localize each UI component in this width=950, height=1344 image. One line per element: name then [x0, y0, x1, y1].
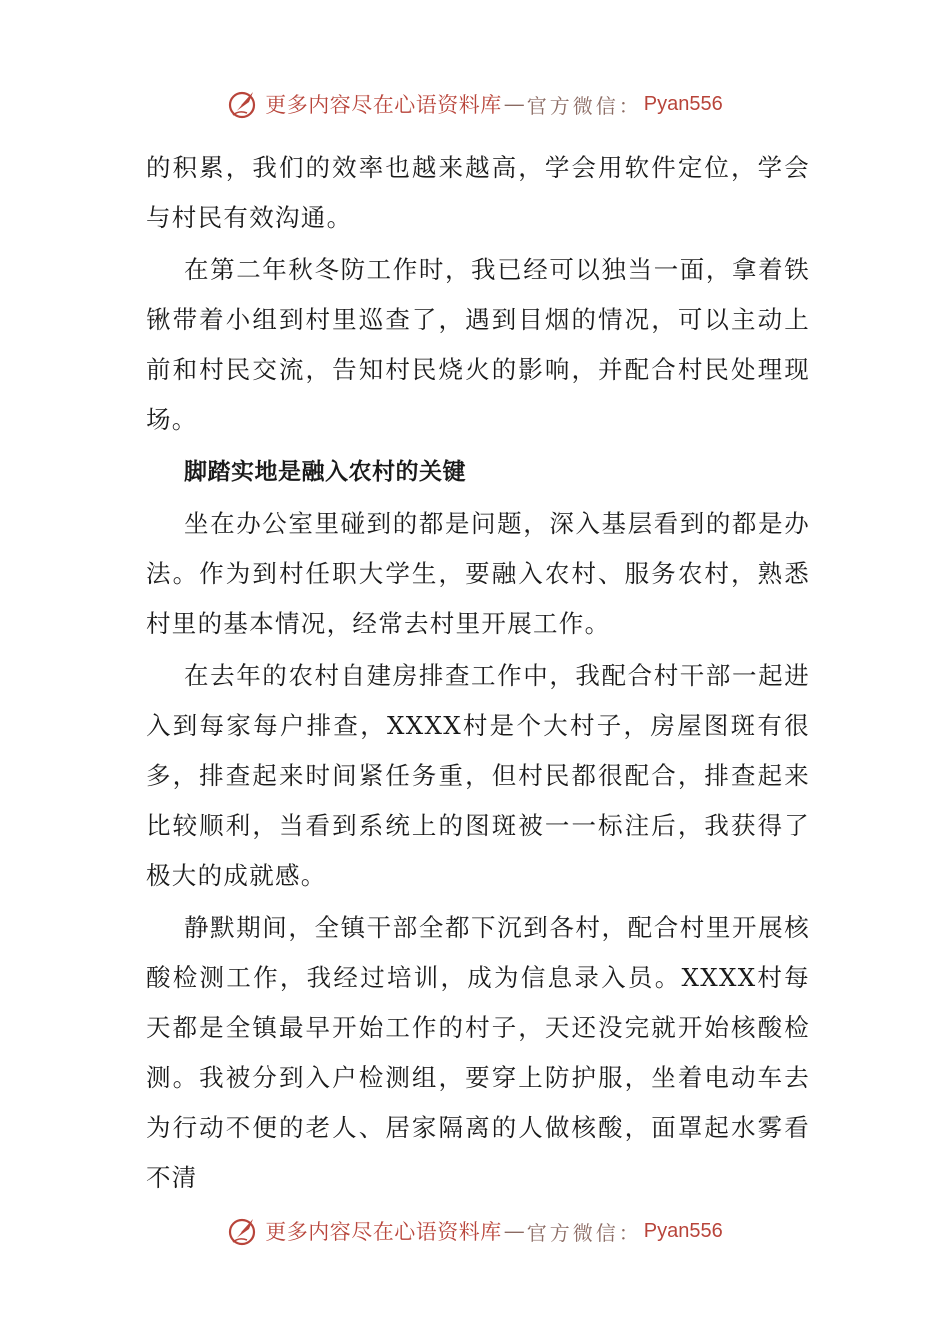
banner-dash: —	[503, 1219, 525, 1243]
paragraph-nucleic-testing: 静默期间，全镇干部全都下沉到各村，配合村里开展核酸检测工作，我经过培训，成为信息录入员。XXXX村每天都是全镇最早开始工作的村子，天还没完就开始核酸检测。我被分到入户检测组，要穿上防护服，坐着电动车去为行动不便的老人、居家隔离的人做核酸，面罩起水雾看不清	[146, 913, 810, 1192]
banner-brand-text: 更多内容尽在心语资料库	[265, 1220, 502, 1244]
header-banner	[0, 84, 950, 124]
banner-dash: —	[503, 92, 525, 116]
banner-wechat-id: Pyan556	[643, 1219, 723, 1242]
quill-logo-icon	[227, 88, 259, 120]
section-heading: 脚踏实地是融入农村的关键	[184, 459, 466, 485]
paragraph-second-year: 在第二年秋冬防工作时，我已经可以独当一面，拿着铁锹带着小组到村里巡查了，遇到目烟的情况，可以主动上前和村民交流，告知村民烧火的影响，并配合村民处理现场。	[146, 255, 810, 434]
paragraph-house-inspection: 在去年的农村自建房排查工作中，我配合村干部一起进入到每家每户排查，XXXX村是个大村子，房屋图斑有很多，排查起来时间紧任务重，但村民都很配合，排查起来比较顺利，当看到系统上的图斑被一一标注后，我获得了极大的成就感。	[146, 661, 810, 890]
banner-brand-text: 更多内容尽在心语资料库	[265, 93, 502, 117]
banner-wechat-label: 官方微信：	[526, 93, 642, 118]
banner-wechat-id: Pyan556	[643, 92, 723, 115]
paragraph-continuation: 的积累，我们的效率也越来越高，学会用软件定位，学会与村民有效沟通。	[146, 153, 810, 232]
quill-logo-icon	[227, 1215, 259, 1247]
document-body	[146, 143, 810, 1203]
footer-banner	[0, 1211, 950, 1251]
paragraph-office-vs-grassroots: 坐在办公室里碰到的都是问题，深入基层看到的都是办法。作为到村任职大学生，要融入农村、服务农村，熟悉村里的基本情况，经常去村里开展工作。	[146, 509, 810, 638]
banner-wechat-label: 官方微信：	[526, 1220, 642, 1245]
